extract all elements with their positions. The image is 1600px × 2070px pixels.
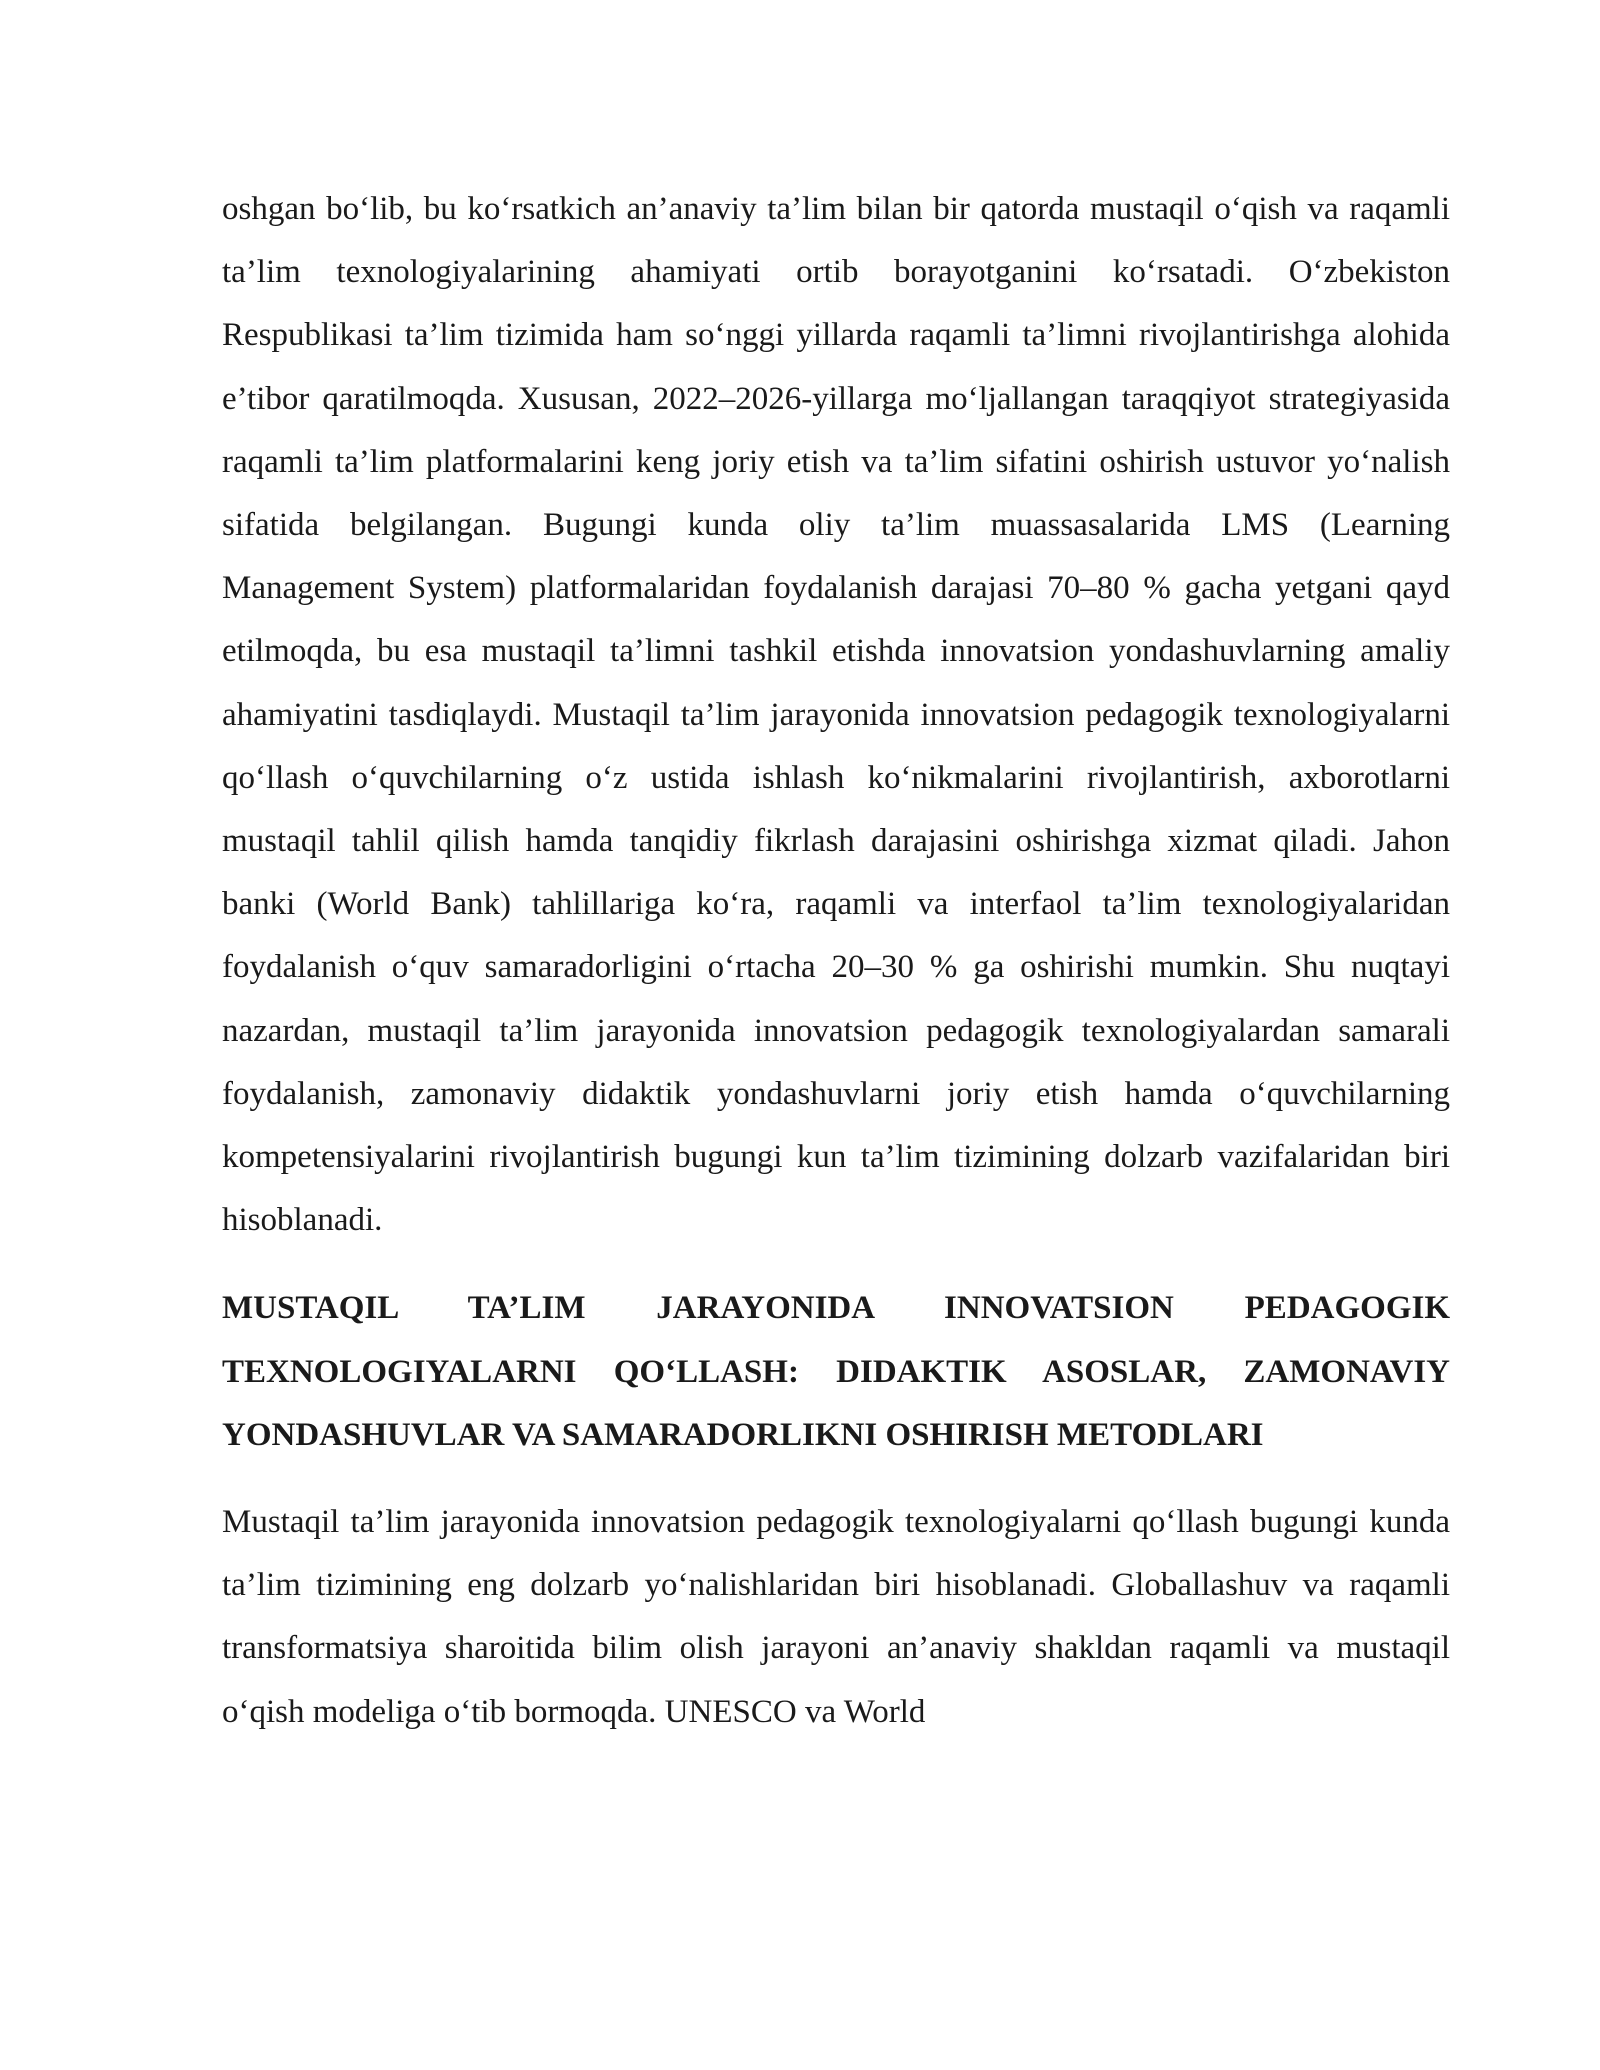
page-content xyxy=(222,178,1450,1744)
body-paragraph-1: oshgan bo‘lib, bu ko‘rsatkich an’anaviy ta’lim bilan bir qatorda mustaqil o‘qish va raqamli ta’lim texnologiyalarining ahamiyati ortib borayotganini ko‘rsatadi. O‘zbekiston Respublikasi ta’lim tizimida ham so‘nggi yillarda raqamli ta’limni rivojlantirishga alohida e’tibor qaratilmoqda. Xususan, 2022–2026-yillarga mo‘ljallangan taraqqiyot strategiyasida raqamli ta’lim platformalarini keng joriy etish va ta’lim sifatini oshirish ustuvor yo‘nalish sifatida belgilangan. Bugungi kunda oliy ta’lim muassasalarida LMS (Learning Management System) platformalaridan foydalanish darajasi 70–80 % gacha yetgani qayd etilmoqda, bu esa mustaqil ta’limni tashkil etishda innovatsion yondashuvlarning amaliy ahamiyatini tasdiqlaydi. Mustaqil ta’lim jarayonida innovatsion pedagogik texnologiyalarni qo‘llash o‘quvchilarning o‘z ustida ishlash ko‘nikmalarini rivojlantirish, axborotlarni mustaqil tahlil qilish hamda tanqidiy fikrlash darajasini oshirishga xizmat qiladi. Jahon banki (World Bank) tahlillariga ko‘ra, raqamli va interfaol ta’lim texnologiyalaridan foydalanish o‘quv samaradorligini o‘rtacha 20–30 % ga oshirishi mumkin. Shu nuqtayi nazardan, mustaqil ta’lim jarayonida innovatsion pedagogik texnologiyalardan samarali foydalanish, zamonaviy didaktik yondashuvlarni joriy etish hamda o‘quvchilarning kompetensiyalarini rivojlantirish bugungi kun ta’lim tizimining dolzarb vazifalaridan biri hisoblanadi. xyxy=(222,191,1450,1239)
body-paragraph-2: Mustaqil ta’lim jarayonida innovatsion pedagogik texnologiyalarni qo‘llash bugungi kunda ta’lim tizimining eng dolzarb yo‘nalishlaridan biri hisoblanadi. Globallashuv va raqamli transformatsiya sharoitida bilim olish jarayoni an’anaviy shakldan raqamli va mustaqil o‘qish modeliga o‘tib bormoqda. UNESCO va World xyxy=(222,1504,1450,1730)
section-heading: MUSTAQIL TA’LIM JARAYONIDA INNOVATSION PEDAGOGIK TEXNOLOGIYALARNI QO‘LLASH: DIDAKTIK ASOSLAR, ZAMONAVIY YONDASHUVLAR VA SAMARADORLIKNI OSHIRISH METODLARI xyxy=(222,1290,1450,1453)
